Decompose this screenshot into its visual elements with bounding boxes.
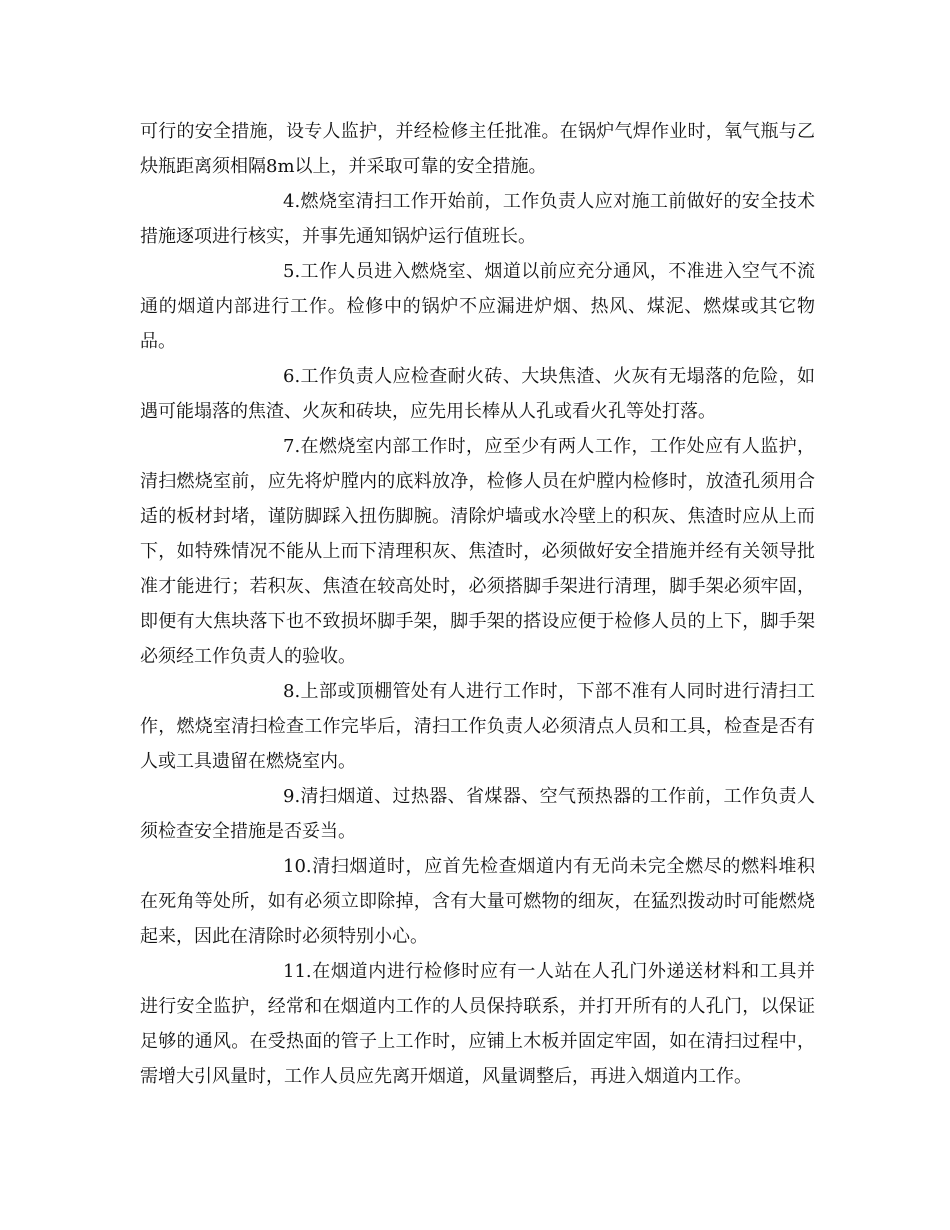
paragraph-item-5: 5.工作人员进入燃烧室、烟道以前应充分通风，不准进入空气不流通的烟道内部进行工作。检修中的锅炉不应漏进炉烟、热风、煤泥、燃煤或其它物品。 (140, 261, 815, 352)
paragraph-item-9: 9.清扫烟道、过热器、省煤器、空气预热器的工作前，工作负责人须检查安全措施是否妥当。 (140, 786, 815, 842)
paragraph-item-4: 4.燃烧室清扫工作开始前，工作负责人应对施工前做好的安全技术措施逐项进行核实，并事先通知锅炉运行值班长。 (140, 191, 815, 247)
paragraph-item-11: 11.在烟道内进行检修时应有一人站在人孔门外递送材料和工具并进行安全监护，经常和在烟道内工作的人员保持联系，并打开所有的人孔门，以保证足够的通风。在受热面的管子上工作时，应铺上木板并固定牢固，如在清扫过程中，需增大引风量时，工作人员应先离开烟道，风量调整后，再进入烟道内工作。 (140, 961, 815, 1087)
paragraph-item-7: 7.在燃烧室内部工作时，应至少有两人工作，工作处应有人监护，清扫燃烧室前，应先将炉膛内的底料放净，检修人员在炉膛内检修时，放渣孔须用合适的板材封堵，谨防脚踩入扭伤脚腕。清除炉墙或水冷壁上的积灰、焦渣时应从上而下，如特殊情况不能从上而下清理积灰、焦渣时，必须做好安全措施并经有关领导批准才能进行；若积灰、焦渣在较高处时，必须搭脚手架进行清理，脚手架必须牢固，即便有大焦块落下也不致损坏脚手架，脚手架的搭设应便于检修人员的上下，脚手架必须经工作负责人的验收。 (140, 436, 815, 667)
document-body (140, 114, 815, 1094)
paragraph-item-8: 8.上部或顶棚管处有人进行工作时，下部不准有人同时进行清扫工作，燃烧室清扫检查工作完毕后，清扫工作负责人必须清点人员和工具，检查是否有人或工具遗留在燃烧室内。 (140, 681, 815, 772)
paragraph-item-6: 6.工作负责人应检查耐火砖、大块焦渣、火灰有无塌落的危险，如遇可能塌落的焦渣、火灰和砖块，应先用长棒从人孔或看火孔等处打落。 (140, 366, 815, 422)
paragraph-item-10: 10.清扫烟道时，应首先检查烟道内有无尚未完全燃尽的燃料堆积在死角等处所，如有必须立即除掉，含有大量可燃物的细灰，在猛烈拨动时可能燃烧起来，因此在清除时必须特别小心。 (140, 856, 815, 947)
paragraph-continuation: 可行的安全措施，设专人监护，并经检修主任批准。在锅炉气焊作业时，氧气瓶与乙炔瓶距离须相隔8m以上，并采取可靠的安全措施。 (140, 121, 815, 177)
